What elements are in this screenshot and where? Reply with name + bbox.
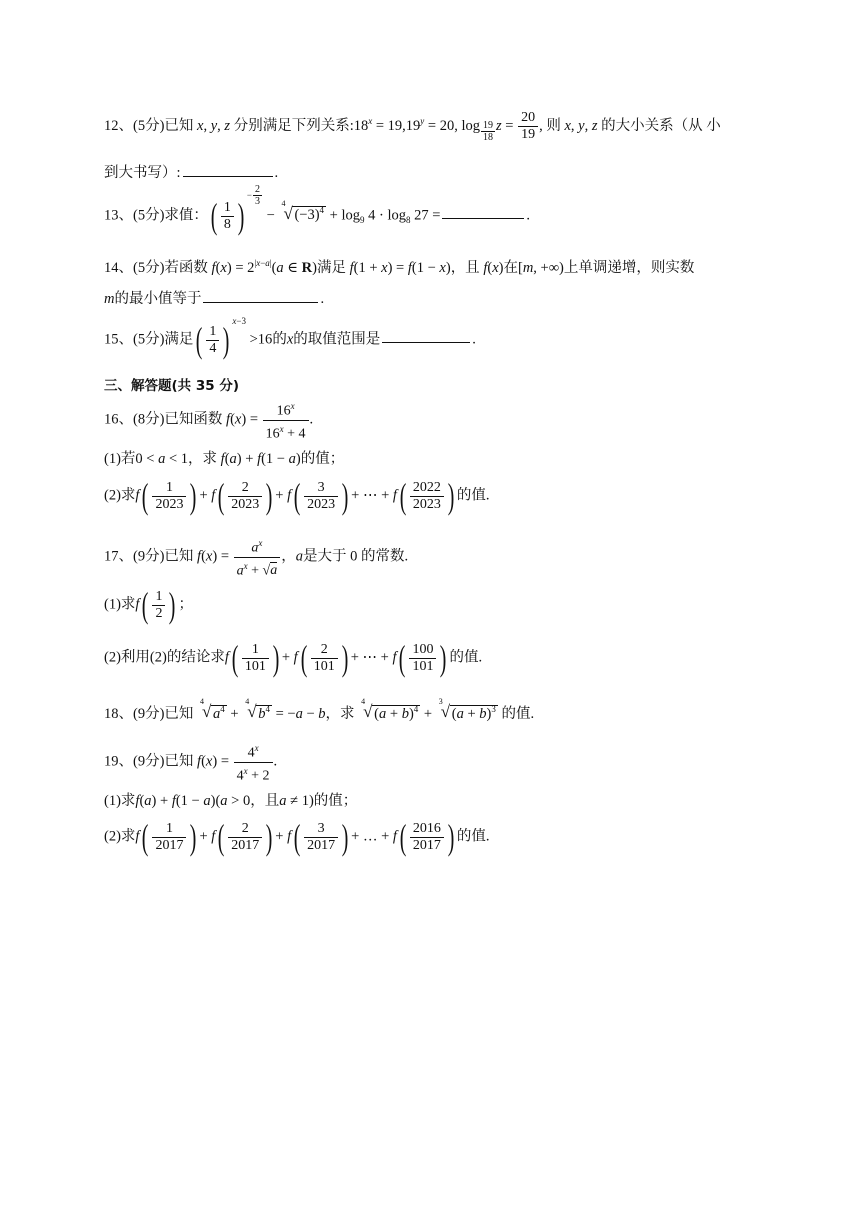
q15-line: 15、(5分)满足( $\frac{1}{4}$ ) $^{x-3}$ >16的x的取值范围是 . [104,315,476,360]
q14-line2: m的最小值等于 . [104,287,324,308]
q12-line1: 12、(5分)已知 x, y, z 分别满足下列关系$:18^x = 19,19^y = 20$, log $_{\frac{19}{18}}$ z = $\frac{20}{19}$ , 则 x, y, z 的大小关系（从 小 [104,110,721,144]
q19-part1: (1)求f(a) + f(1 − a)(a > 0，且a ≠ 1)的值； [104,793,358,809]
q17-part2: (2)利用(2)的结论求f( $\frac{1}{101}$ ) + f( $\frac{2}{101}$ ) + ⋯ + f( $\frac{100}{101}$ ) 的值. [104,638,483,678]
answer-blank[interactable] [183,162,273,177]
fraction-20-19: $\frac{20}{19}$ [518,110,538,143]
section-title: 三、解答题(共 35 分) [104,378,240,394]
q16-part1: (1)若0 < a < 1，求 f(a) + f(1 − a)的值； [104,451,345,467]
answer-blank[interactable] [442,204,524,219]
q19-line: 19、(9分)已知 f(x) = $\frac{4^x}{4^x + 2}$ . [104,743,278,784]
answer-blank[interactable] [382,328,470,343]
q12-line2: 到大书写）: . [104,161,278,182]
q16-line: 16、(8分)已知函数 f(x) = $\frac{16^x}{16^x + 4}$ . [104,401,314,442]
q16-part2: (2)求f( $\frac{1}{2023}$ ) + f( $\frac{2}{2023}$ ) + f( $\frac{3}{2023}$ ) + ⋯ + f( $\frac{2022}{2023}$ ) 的值. [104,476,490,516]
q17-part1: (1)求f( $\frac{1}{2}$ ) ； [104,585,193,625]
q17-line: 17、(9分)已知 f(x) = $\frac{a^x}{a^x + √a}$ ，a是大于 0 的常数. [104,538,409,579]
q14-line1: 14、(5分)若函数 $f(x) = 2^{|x-a|}(a$ ∈ R)满足 f(1 + x) = f(1 − x)，且 f(x)在[m, +∞)上单调递增，则实数 [104,258,695,276]
q13-line: 13、(5分)求值：( $\frac{1}{8}$ )$^{- \frac{2}{3}}$ − 4 √ $(-3)^4 + \log_9 4 \cdot \log_8 27$ = . [104,183,531,236]
q19-part2: (2)求f( $\frac{1}{2017}$ ) + f( $\frac{2}{2017}$ ) + f( $\frac{3}{2017}$ ) + … + f( $\frac{2016}{2017}$ ) 的值. [104,817,490,857]
q18-line: 18、(9分)已知 4 √ $a^4$ + 4 √ $b^4 = -a - b$，求 4 √ $(a + b)^4$ + 3 √ $(a + b)^3$ 的值. [104,697,535,722]
answer-blank[interactable] [203,288,318,303]
